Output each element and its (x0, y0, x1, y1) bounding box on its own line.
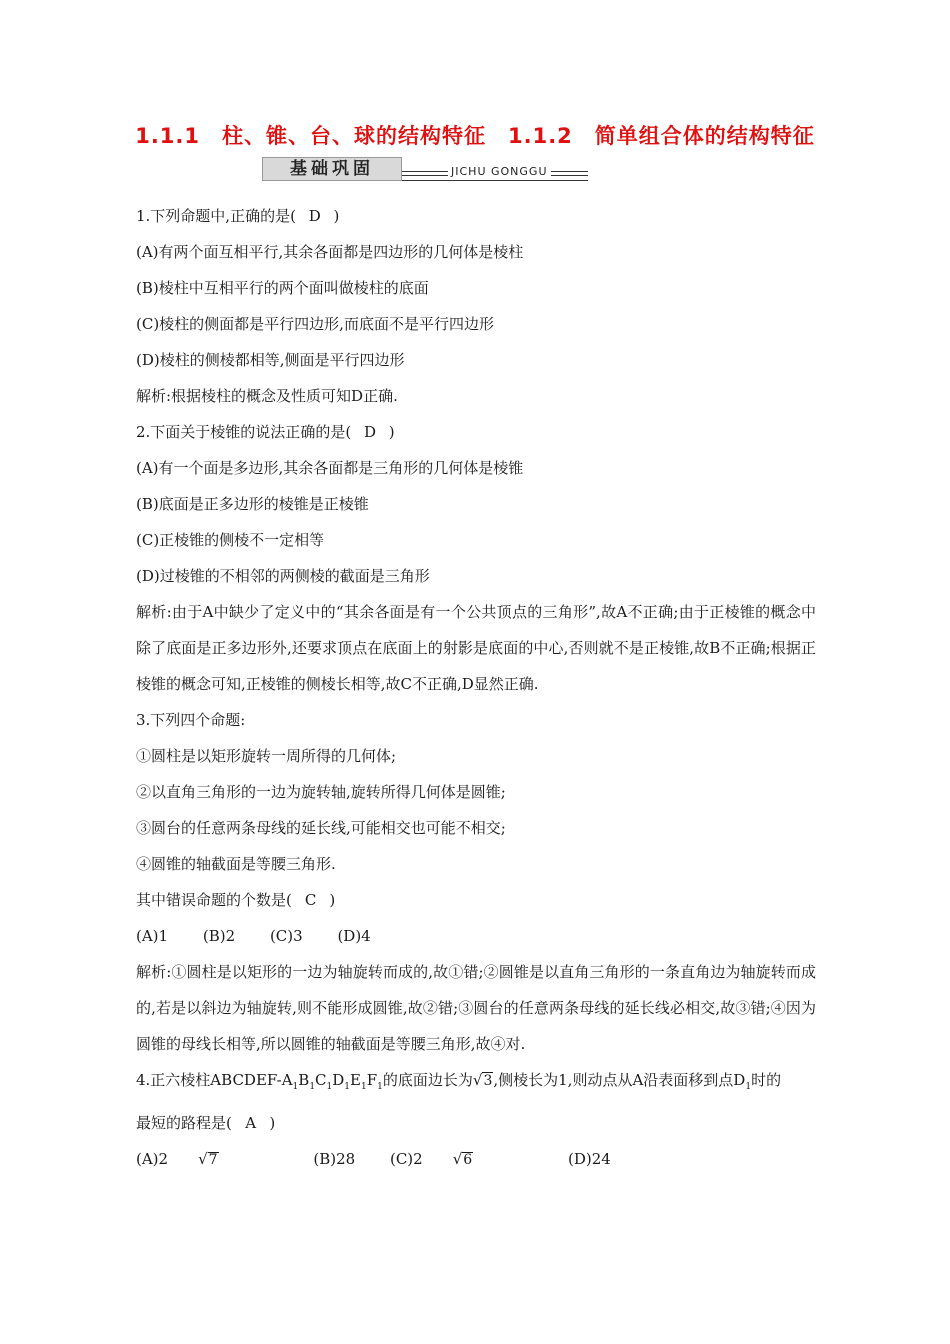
q3-proposition-1: ①圆柱是以矩形旋转一周所得的几何体; (136, 747, 397, 765)
question-list (136, 198, 816, 1177)
sqrt-6: √6 (452, 1150, 473, 1168)
section-label: 基础巩固 (262, 157, 402, 181)
q1-answer: D (308, 207, 321, 225)
q4-options (136, 1141, 816, 1177)
q1-stem: 1.下列命题中,正确的是( D ) (136, 198, 816, 234)
section-pinyin: JICHU GONGGU (448, 166, 551, 178)
q3-option-b: (B)2 (202, 927, 236, 945)
q2-option-d: (D)过棱锥的不相邻的两侧棱的截面是三角形 (136, 567, 430, 585)
q4-option-c: (C)2 √6 (390, 1141, 533, 1177)
sqrt-7: √7 (198, 1150, 218, 1168)
q2-option-b: (B)底面是正多边形的棱锥是正棱锥 (136, 495, 369, 513)
section-banner (262, 157, 588, 183)
q1-option-a: (A)有两个面互相平行,其余各面都是四边形的几何体是棱柱 (136, 243, 524, 261)
q3-option-d: (D)4 (337, 927, 371, 945)
q1-option-d: (D)棱柱的侧棱都相等,侧面是平行四边形 (136, 351, 405, 369)
q4-option-d: (D)24 (567, 1150, 611, 1168)
q3-option-c: (C)3 (269, 927, 303, 945)
page-title: 1.1.1 柱、锥、台、球的结构特征 1.1.2 简单组合体的结构特征 (135, 124, 815, 148)
q3-proposition-2: ②以直角三角形的一边为旋转轴,旋转所得几何体是圆锥; (136, 783, 506, 801)
q4-stem-line2: 最短的路程是( A ) (136, 1105, 816, 1141)
sqrt-3: √3 (472, 1071, 493, 1089)
q1-option-b: (B)棱柱中互相平行的两个面叫做棱柱的底面 (136, 279, 429, 297)
q3-proposition-4: ④圆锥的轴截面是等腰三角形. (136, 855, 336, 873)
q2-stem: 2.下面关于棱锥的说法正确的是( D ) (136, 414, 816, 450)
q3-answer: C (304, 891, 317, 909)
q2-answer: D (363, 423, 376, 441)
q3-option-a: (A)1 (136, 927, 169, 945)
q1-solution: 解析:根据棱柱的概念及性质可知D正确. (136, 387, 398, 405)
q4-option-b: (B)28 (313, 1150, 356, 1168)
q3-ask: 其中错误命题的个数是( C ) (136, 882, 816, 918)
q3-solution: 解析:①圆柱是以矩形的一边为轴旋转而成的,故①错;②圆锥是以直角三角形的一条直角边为轴旋转而成的,若是以斜边为轴旋转,则不能形成圆锥,故②错;③圆台的任意两条母线的延长线必相交,故③错;④因为圆锥的母线长相等,所以圆锥的轴截面是等腰三角形,故④对. (136, 963, 816, 1053)
q3-options (136, 918, 816, 954)
q4-option-a: (A)2 √7 (136, 1141, 279, 1177)
q2-solution: 解析:由于A中缺少了定义中的“其余各面是有一个公共顶点的三角形”,故A不正确;由于正棱锥的概念中除了底面是正多边形外,还要求顶点在底面上的射影是底面的中心,否则就不是正棱锥,故B不正确;根据正棱锥的概念可知,正棱锥的侧棱长相等,故C不正确,D显然正确. (136, 603, 816, 693)
q1-option-c: (C)棱柱的侧面都是平行四边形,而底面不是平行四边形 (136, 315, 494, 333)
q3-stem: 3.下列四个命题: (136, 711, 246, 729)
q2-option-a: (A)有一个面是多边形,其余各面都是三角形的几何体是棱锥 (136, 459, 524, 477)
q4-answer: A (245, 1114, 257, 1132)
q4-stem-line1: 4.正六棱柱ABCDEF-$A_1B_1C_1D_1E_1F_1$的底面边长为√3,侧棱长为1,则动点从A沿表面移到点$D_1$时的 (136, 1062, 816, 1105)
q2-option-c: (C)正棱锥的侧棱不一定相等 (136, 531, 325, 549)
q3-proposition-3: ③圆台的任意两条母线的延长线,可能相交也可能不相交; (136, 819, 506, 837)
